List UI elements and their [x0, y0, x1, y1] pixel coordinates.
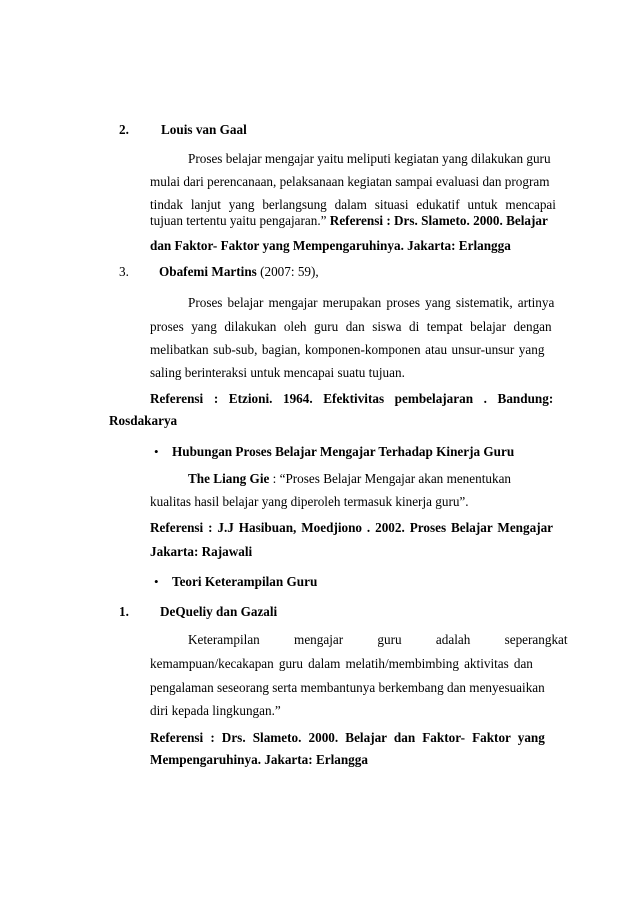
section-heading: DeQueliy dan Gazali — [160, 604, 278, 619]
section-heading-line — [159, 264, 319, 280]
bullet-icon: • — [154, 444, 159, 459]
bullet-icon: • — [154, 574, 159, 589]
paragraph-line: melibatkan sub-sub, bagian, komponen-komponen atau unsur-unsur yang — [150, 342, 545, 357]
paragraph-line: saling berinteraksi untuk mencapai suatu tujuan. — [150, 365, 405, 380]
section-number: 1. — [119, 604, 129, 619]
paragraph-line — [188, 471, 511, 487]
section-year: (2007: 59), — [256, 264, 319, 279]
section-heading: Louis van Gaal — [161, 122, 247, 137]
section-heading: Obafemi Martins — [159, 264, 257, 279]
paragraph-line: kualitas hasil belajar yang diperoleh termasuk kinerja guru”. — [150, 494, 469, 509]
reference-line: Rosdakarya — [109, 413, 178, 428]
bullet-heading: Teori Keterampilan Guru — [172, 574, 318, 589]
paragraph-line: Proses belajar mengajar merupakan proses yang sistematik, artinya — [188, 295, 555, 310]
reference-text: Referensi : Drs. Slameto. 2000. Belajar — [329, 213, 548, 228]
paragraph-line: Keterampilan mengajar guru adalah seperangkat — [188, 632, 568, 647]
section-number: 3. — [119, 264, 129, 279]
reference-line: Referensi : Etzioni. 1964. Efektivitas pembelajaran . Bandung: — [150, 391, 554, 406]
reference-line: Mempengaruhinya. Jakarta: Erlangga — [150, 752, 368, 767]
quote-text: : “Proses Belajar Mengajar akan menentukan — [269, 471, 512, 486]
paragraph-line: Proses belajar mengajar yaitu meliputi kegiatan yang dilakukan guru — [188, 151, 551, 166]
bullet-heading: Hubungan Proses Belajar Mengajar Terhadap Kinerja Guru — [172, 444, 515, 459]
reference-line: Referensi : J.J Hasibuan, Moedjiono . 2002. Proses Belajar Mengajar — [150, 520, 554, 535]
reference-line: Referensi : Drs. Slameto. 2000. Belajar dan Faktor- Faktor yang — [150, 730, 545, 745]
paragraph-line: mulai dari perencanaan, pelaksanaan kegiatan sampai evaluasi dan program — [150, 174, 550, 189]
paragraph-line: pengalaman seseorang serta membantunya berkembang dan menyesuaikan — [150, 680, 545, 695]
reference-line: dan Faktor- Faktor yang Mempengaruhinya. Jakarta: Erlangga — [150, 238, 511, 253]
paragraph-line: tindak lanjut yang berlangsung dalam situasi edukatif untuk mencapai — [150, 197, 556, 212]
paragraph-text: tujuan tertentu yaitu pengajaran.” — [150, 213, 327, 228]
paragraph-line: proses yang dilakukan oleh guru dan siswa di tempat belajar dengan — [150, 319, 552, 334]
section-number: 2. — [119, 122, 129, 137]
paragraph-line: kemampuan/kecakapan guru dalam melatih/membimbing aktivitas dan — [150, 656, 533, 671]
author-name: The Liang Gie — [188, 471, 270, 486]
paragraph-line: diri kepada lingkungan.” — [150, 703, 281, 718]
paragraph-line — [150, 213, 548, 229]
reference-line: Jakarta: Rajawali — [150, 544, 253, 559]
